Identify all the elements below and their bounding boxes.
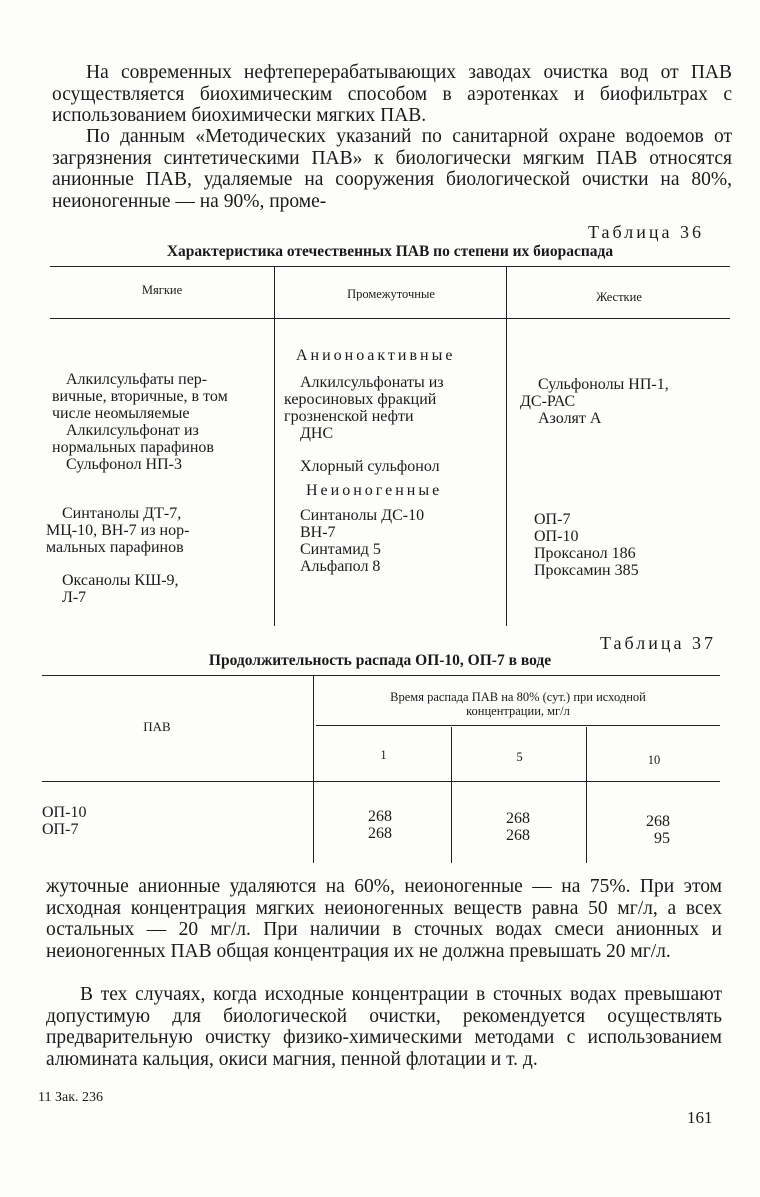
table-37-header-conc-5: 5 (516, 750, 523, 764)
soft-anionic-cell: Алкилсульфаты пер- вичные, вторичные, в том числе неомыляемые Алкилсульфонат из нормальных парафинов Сульфонол НП-3 (52, 371, 228, 473)
table-37-header-time: Время распада ПАВ на 80% (сут.) при исходной концентрации, мг/л (390, 690, 646, 718)
table-36-header-hard: Жесткие (596, 290, 642, 304)
table-37-title: Продолжительность распада ОП-10, ОП-7 в воде (208, 652, 552, 669)
table-37-col-5: 268 268 (506, 810, 530, 844)
paragraph-1: На современных нефтеперерабатывающих заводах очистка вод от ПАВ осуществляется биохимическим способом в аэротенках и биофильтрах с использованием биохимически мягких ПАВ. (52, 62, 732, 126)
table-37-col-10: 268 95 (646, 813, 670, 847)
section-anionic: Анионоактивные (296, 347, 456, 364)
table-37-header-conc-1: 1 (380, 748, 387, 762)
table-37-col-1: 268 268 (368, 808, 392, 842)
table-37-header-conc-10: 10 (647, 753, 661, 767)
table-36-header-soft: Мягкие (141, 283, 183, 297)
intermediate-anionic-cell: Алкилсульфонаты из керосиновых фракций грозненской нефти ДНС (284, 374, 444, 442)
table-37-col-divider-1 (313, 675, 314, 863)
table-37-header-pav: ПАВ (143, 719, 171, 734)
table-37-names (42, 804, 86, 838)
table-37-caption: Таблица 37 (600, 633, 716, 653)
table-36-caption: Таблица 36 (588, 222, 704, 242)
table-37-top-rule (42, 675, 720, 676)
table-36-header-rule (50, 318, 730, 319)
table-36-col-divider-2 (506, 266, 507, 626)
hard-anionic-cell: Сульфонолы НП-1, ДС-РАС Азолят А (520, 376, 669, 427)
page-number: 161 (687, 1108, 713, 1127)
table-36-col-divider-1 (274, 266, 275, 626)
table-row-name: ОП-10 (42, 804, 87, 821)
table-37-col-divider-3 (586, 727, 587, 863)
table-37-subheader-rule (316, 725, 720, 726)
paragraph-4: В тех случаях, когда исходные концентрации в сточных водах превышают допустимую для биологической очистки, рекомендуется осуществлять предварительную очистку физико-химическими методами с использованием алюмината кальция, окиси магния, пенной флотации и т. д. (46, 984, 722, 1070)
table-37-header-rule (42, 781, 720, 782)
paragraph-2: По данным «Методических указаний по санитарной охране водоемов от загрязнения синтетическими ПАВ» к биологически мягким ПАВ относятся анионные ПАВ, удаляемые на сооружения биологической очистки на 80%, неионогенные — на 90%, проме- (52, 126, 732, 212)
intermediate-nonionic-cell: Синтанолы ДС-10 ВН-7 Синтамид 5 Альфапол 8 (300, 507, 425, 575)
table-row-name: ОП-7 (42, 821, 79, 838)
soft-nonionic-cell: Синтанолы ДТ-7, МЦ-10, ВН-7 из нор- мальных парафинов (46, 505, 190, 556)
hard-nonionic-cell: ОП-7 ОП-10 Проксанол 186 Проксамин 385 (534, 511, 639, 579)
table-36-top-rule (50, 266, 730, 267)
intermediate-anionic-chlorine: Хлорный сульфонол (300, 458, 440, 475)
soft-nonionic-oxanols: Оксанолы КШ-9, Л-7 (62, 572, 179, 606)
table-36-title: Характеристика отечественных ПАВ по степени их биораспада (166, 243, 614, 260)
section-nonionic: Неионогенные (306, 482, 443, 499)
table-37-col-divider-2 (451, 727, 452, 863)
print-order-note: 11 Зак. 236 (38, 1090, 104, 1105)
paragraph-3: жуточные анионные удаляются на 60%, неионогенные — на 75%. При этом исходная концентрация мягких неионогенных веществ равна 50 мг/л, а всех остальных — 20 мг/л. При наличии в сточных водах смеси анионных и неионогенных ПАВ общая концентрация их не должна превышать 20 мг/л. (46, 876, 722, 962)
table-36-header-intermediate: Промежуточные (347, 287, 435, 301)
